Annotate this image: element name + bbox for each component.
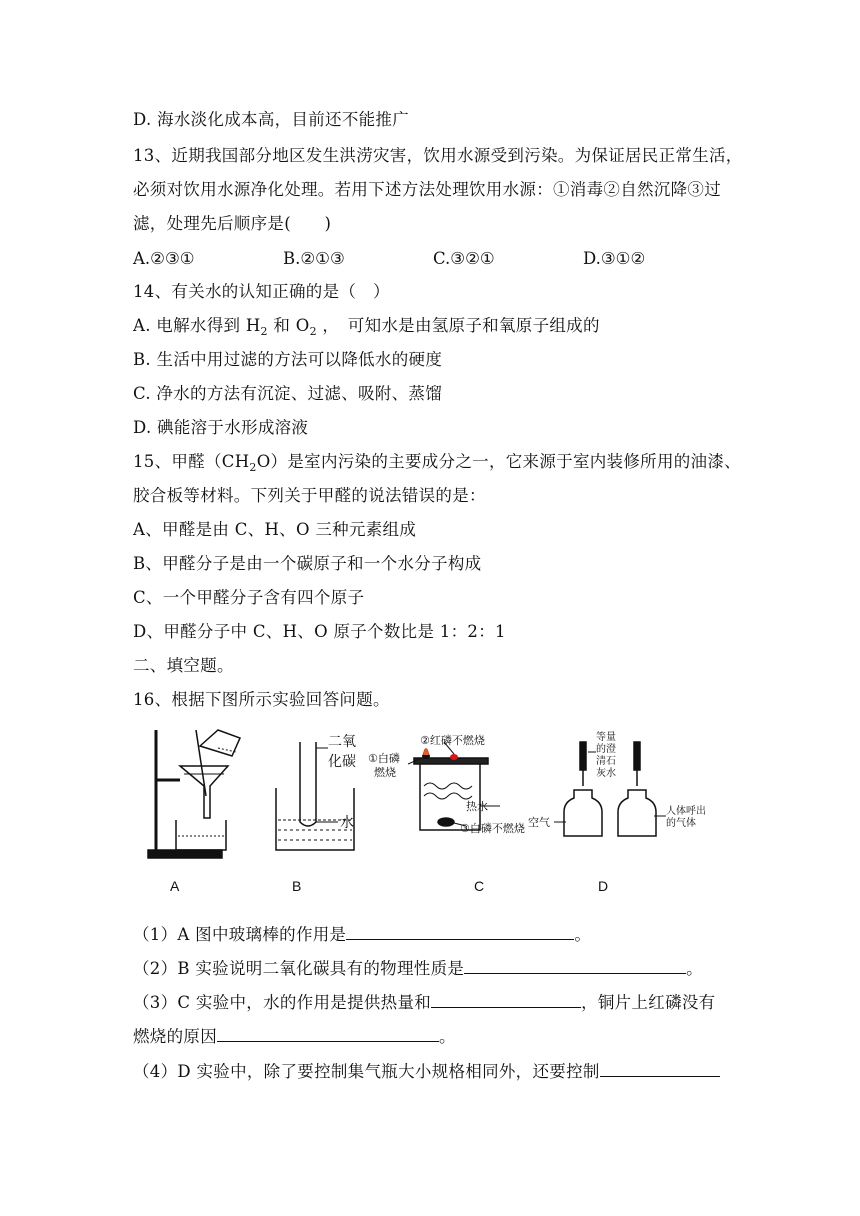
figure-label-b: B — [292, 878, 302, 894]
apparatus-c — [414, 758, 500, 830]
answer-blank-4[interactable] — [217, 1026, 439, 1042]
figure-label-d: D — [598, 878, 609, 894]
label-c-hot-water: 热水 — [466, 800, 488, 813]
answer-blank-1[interactable] — [346, 924, 574, 940]
red-phosphorus — [450, 754, 458, 760]
q16-part3-cont: 燃烧的原因 。 — [133, 1027, 456, 1046]
label-d-limewater-1: 等量 — [596, 732, 616, 743]
q14-option-b: B. 生活中用过滤的方法可以降低水的硬度 — [133, 350, 443, 369]
label-d-air: 空气 — [528, 816, 550, 829]
q13-option-c: C.③②① — [433, 249, 495, 268]
experiment-figure — [140, 726, 720, 900]
q15-option-a: A、甲醛是由 C、H、O 三种元素组成 — [133, 520, 417, 539]
q13-option-a: A.②③① — [133, 249, 195, 268]
q13-stem-line2: 必须对饮用水源净化处理。若用下述方法处理饮用水源：①消毒②自然沉降③过 — [133, 180, 721, 199]
answer-blank-5[interactable] — [600, 1061, 720, 1077]
q16-part3: （3）C 实验中，水的作用是提供热量和 ，铜片上红磷没有 — [133, 993, 716, 1012]
label-c-white-phosphorus-1: ①白磷 — [368, 752, 400, 765]
q15-option-b: B、甲醛分子是由一个碳原子和一个水分子构成 — [133, 554, 482, 573]
label-c-red-phosphorus: ②红磷不燃烧 — [420, 734, 485, 747]
apparatus-a — [148, 730, 240, 858]
test-tube — [300, 742, 316, 826]
q14-stem: 14、有关水的认知正确的是（ ） — [133, 282, 390, 301]
dropper-2 — [634, 742, 640, 770]
q16-part2: （2）B 实验说明二氧化碳具有的物理性质是 。 — [133, 959, 703, 978]
gas-bottle-breath — [618, 790, 656, 836]
q16-part4: （4）D 实验中，除了要控制集气瓶大小规格相同外，还要控制 — [133, 1061, 720, 1082]
label-b-gas-1: 二氧 — [328, 734, 356, 750]
q14-option-d: D. 碘能溶于水形成溶液 — [133, 418, 309, 437]
label-b-water: 水 — [340, 815, 354, 831]
q16-part1: （1）A 图中玻璃棒的作用是 。 — [133, 925, 592, 944]
label-b-gas-2: 化碳 — [328, 754, 356, 770]
glass-rod — [196, 730, 206, 796]
q15-stem-line2: 胶合板等材料。下列关于甲醛的说法错误的是： — [133, 486, 486, 505]
answer-blank-2[interactable] — [464, 958, 686, 974]
q15-option-c: C、一个甲醛分子含有四个原子 — [133, 588, 365, 607]
figure-label-c: C — [474, 878, 485, 894]
section-2-heading: 二、填空题。 — [133, 656, 234, 675]
label-d-breath-1: 人体呼出 — [666, 806, 706, 817]
q13-option-b: B.②①③ — [283, 249, 345, 268]
label-d-breath-2: 的气体 — [666, 818, 696, 829]
figure-label-a: A — [170, 878, 180, 894]
q15-stem-line1: 15、甲醛$(CH_2O)$是室内污染的主要成分之一，它来源于室内装修所用的油漆、 — [133, 452, 741, 474]
dropper-1 — [580, 742, 586, 770]
label-d-limewater-3: 清石 — [596, 756, 616, 767]
receiving-beaker — [176, 820, 226, 850]
q15-option-d: D、甲醛分子中 C、H、O 原子个数比是 1：2：1 — [133, 622, 506, 641]
gas-bottle-air — [564, 790, 602, 836]
answer-blank-3[interactable] — [431, 992, 581, 1008]
label-c-white-phosphorus-2: 燃烧 — [374, 766, 396, 779]
q12-option-d: D. 海水淡化成本高，目前还不能推广 — [133, 110, 410, 129]
pouring-beaker — [200, 730, 240, 756]
experiment-diagrams — [140, 726, 720, 896]
q13-stem-line3: 滤，处理先后顺序是( ) — [133, 214, 332, 233]
q14-option-a: A. 电解水得到 $H_2$ 和 $O_2$ ， 可知水是由氢原子和氧原子组成的 — [133, 316, 600, 338]
label-c-white-phosphorus-water: ③白磷不燃烧 — [460, 822, 525, 835]
iron-stand-base — [148, 850, 222, 858]
flame-icon — [423, 749, 429, 756]
q13-option-d: D.③①② — [583, 249, 646, 268]
q14-option-c: C. 净水的方法有沉淀、过滤、吸附、蒸馏 — [133, 384, 443, 403]
label-d-limewater-2: 的澄 — [596, 744, 616, 755]
q13-stem-line1: 13、近期我国部分地区发生洪涝灾害，饮用水源受到污染。为保证居民正常生活， — [133, 146, 743, 165]
q16-stem: 16、根据下图所示实验回答问题。 — [133, 690, 390, 709]
label-d-limewater-4: 灰水 — [596, 768, 616, 779]
